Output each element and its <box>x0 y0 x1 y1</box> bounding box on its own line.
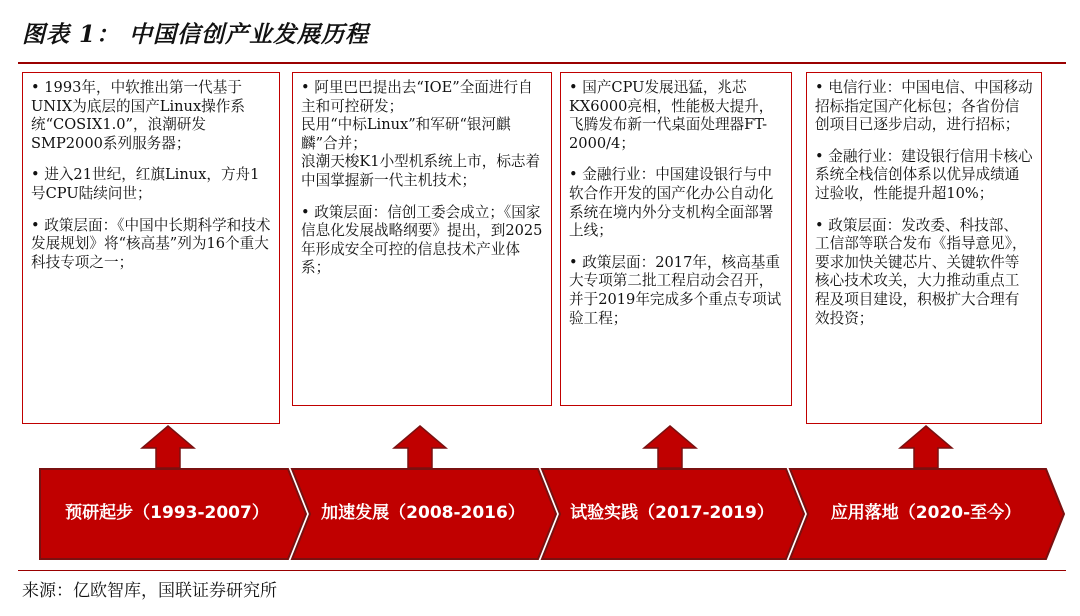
phase-1-text-box <box>22 72 280 424</box>
source-divider <box>18 570 1066 571</box>
phase-1-paragraph-2: • 进入21世纪，红旗Linux，方舟1号CPU陆续问世； <box>31 166 260 202</box>
phase-4-paragraph-3: • 政策层面：发改委、科技部、 工信部等联合发布《指导意见》，要求加快关键芯片、关键软件等核心技术攻关，大力推动重点工程及项目建设，积极扩大合理有效投资； <box>815 216 1027 327</box>
phase-1-paragraph-1: • 1993年，中软推出第一代基于UNIX为底层的国产Linux操作系统“COSIX1.0”，浪潮研发SMP2000系列服务器； <box>31 79 245 152</box>
phase-2-paragraph-2: • 政策层面：信创工委会成立；《国家信息化发展战略纲要》提出，到2025年形成安全可控的信息技术产业体系； <box>301 203 543 277</box>
phase-3-text-box <box>560 72 792 406</box>
up-arrow-icon <box>392 424 448 470</box>
up-arrow-icon <box>642 424 698 470</box>
title-divider <box>18 62 1066 64</box>
phase-2-label: 加速发展（2008-2016） <box>321 503 525 523</box>
phase-4-paragraph-1: • 电信行业：中国电信、中国移动招标指定国产化标包；各省份信创项目已逐步启动，进行招标； <box>815 79 1033 134</box>
phase-4-paragraph-2: • 金融行业：建设银行信用卡核心系统全栈信创体系以优异成绩通过验收，性能提升超10%； <box>815 147 1033 202</box>
phase-3-paragraph-2: • 金融行业：中国建设银行与中软合作开发的国产化办公自动化系统在境内外分支机构全面部署上线； <box>569 166 774 240</box>
phase-4-text-box <box>806 72 1042 424</box>
up-arrow-icon <box>898 424 954 470</box>
phase-4-label: 应用落地（2020-至今） <box>830 503 1022 523</box>
phase-3-paragraph-3: • 政策层面：2017年，核高基重大专项第二批工程启动会召开，并于2019年完成多个重点专项试验工程； <box>569 253 782 327</box>
figure-title: 图表 1： 中国信创产业发展历程 <box>22 21 370 48</box>
phase-3-label: 试验实践（2017-2019） <box>570 503 774 523</box>
phase-1-label: 预研起步（1993-2007） <box>65 503 269 523</box>
phase-2-paragraph-1: • 阿里巴巴提出去“IOE”全面进行自主和可控研发； 民用“中标Linux”和军研“银河麒麟”合并； 浪潮天梭K1小型机系统上市，标志着中国掌握新一代主机技术； <box>301 79 541 189</box>
up-arrow-icon <box>140 424 196 470</box>
phase-1-paragraph-3: • 政策层面：《中国中长期科学和技术发展规划》将“核高基”列为16个重大科技专项之一； <box>31 216 271 271</box>
phase-2-text-box <box>292 72 552 406</box>
source-note: 来源：亿欧智库，国联证券研究所 <box>22 581 277 601</box>
phase-3-paragraph-1: • 国产CPU发展迅猛，兆芯KX6000亮相，性能极大提升，飞腾发布新一代桌面处理器FT-2000/4； <box>569 79 774 152</box>
